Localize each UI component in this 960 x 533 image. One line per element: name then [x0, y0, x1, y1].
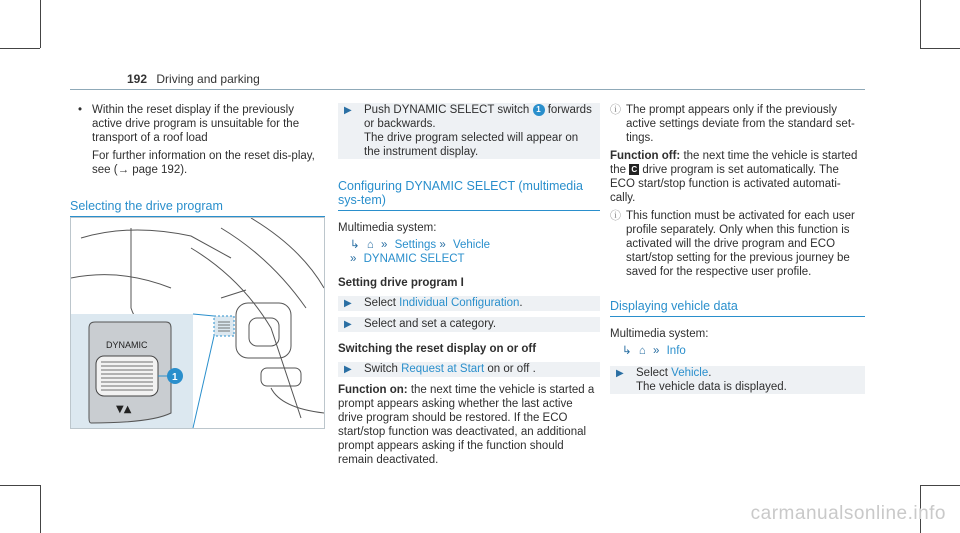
note-text: The prompt appears only if the previously active settings deviate from the standard set‐tings.: [626, 104, 855, 144]
crop-mark: [920, 0, 921, 48]
step-select-config: [338, 296, 600, 311]
step-text: Select: [636, 367, 668, 379]
column-right: [610, 103, 865, 394]
crop-mark: [40, 485, 41, 533]
function-on-label: Function on:: [338, 384, 408, 396]
subtitle-reset-display: Switching the reset display on or off: [338, 343, 537, 355]
console-drawing: [71, 218, 324, 428]
note-prompt: [610, 103, 865, 145]
chapter-title: Driving and parking: [156, 72, 260, 86]
step-result: The vehicle data is displayed.: [636, 381, 787, 393]
step-select-vehicle: [610, 366, 865, 394]
multimedia-label: Multimedia system:: [338, 222, 437, 234]
multimedia-label: Multimedia system:: [610, 328, 709, 340]
path-item-info[interactable]: Info: [666, 345, 686, 357]
function-off-text: drive program is set automatically. The ECO start/stop function is activated automati‐cally.: [610, 164, 841, 204]
callout-1: 1: [172, 372, 178, 383]
step-arrow-icon: ▶: [344, 319, 352, 330]
comfort-mode-icon: C: [629, 164, 639, 175]
step-result: The drive program selected will appear on the instrument display.: [364, 132, 579, 158]
bullet-text: Within the reset display if the previously active drive program is unsuitable for the transport of a roof load: [92, 104, 300, 144]
menu-path: [622, 344, 865, 358]
path-arrow-icon: ↳: [350, 239, 360, 251]
step-text: .: [708, 367, 712, 379]
page-header: [127, 72, 260, 86]
column-left: [70, 103, 325, 227]
bullet-icon: •: [78, 104, 83, 116]
function-on-text: the next time the vehicle is started a prompt appears asking whether the last active drive program should be restored. If the ECO start/stop function was deactivated, an additional prompt appears asking if the function should remain deactivated.: [338, 384, 595, 466]
home-icon: ⌂: [638, 345, 646, 357]
step-arrow-icon: ▶: [344, 298, 352, 309]
step-arrow-icon: ▶: [344, 105, 352, 116]
step-push-switch: [338, 103, 600, 159]
crop-mark: [920, 485, 960, 486]
link-vehicle[interactable]: Vehicle: [671, 367, 709, 379]
function-on-paragraph: [338, 383, 600, 467]
bullet-followup: For further information on the reset dis‐play, see (→ page 192).: [92, 150, 315, 176]
path-item-dynamic-select[interactable]: DYNAMIC SELECT: [363, 253, 465, 265]
crop-mark: [0, 485, 40, 486]
bullet-item: [70, 103, 325, 177]
console-illustration: [70, 217, 325, 429]
crop-mark: [40, 0, 41, 48]
link-individual-configuration[interactable]: Individual Configuration: [399, 297, 520, 309]
subtitle-setting-drive-program: Setting drive program I: [338, 277, 464, 289]
step-switch-request: [338, 362, 600, 377]
info-icon: ⓘ: [610, 210, 621, 222]
crop-mark: [920, 48, 960, 49]
step-arrow-icon: ▶: [616, 368, 624, 379]
home-icon: ⌂: [366, 239, 374, 251]
menu-path-cont: [350, 252, 600, 266]
crop-mark: [0, 48, 40, 49]
step-select-category: [338, 317, 600, 332]
note-user-profile: [610, 209, 865, 279]
header-rule: [70, 89, 865, 90]
arrows-glyph: ▼▲: [116, 404, 132, 415]
path-arrow-icon: ↳: [622, 345, 632, 357]
dynamic-label: DYNAMIC: [106, 340, 148, 350]
function-off-label: Function off:: [610, 150, 681, 162]
callout-badge: 1: [533, 104, 545, 116]
chevron-icon: »: [350, 253, 357, 265]
function-off-paragraph: [610, 149, 865, 205]
path-item-settings[interactable]: Settings: [394, 239, 437, 251]
function-off-text: the next time the vehicle is started the: [610, 150, 858, 176]
path-item-vehicle[interactable]: Vehicle: [452, 239, 491, 251]
link-request-at-start[interactable]: Request at Start: [401, 363, 485, 375]
step-arrow-icon: ▶: [344, 364, 352, 375]
menu-path: [350, 238, 600, 252]
chevron-icon: »: [381, 239, 388, 251]
section-title-configuring: Configuring DYNAMIC SELECT (multimedia sys‐tem): [338, 179, 600, 211]
step-text: Push DYNAMIC SELECT switch: [364, 104, 530, 116]
step-text: Select and set a category.: [364, 318, 497, 330]
chevron-icon: »: [439, 239, 446, 251]
column-middle: [338, 103, 600, 467]
step-text: forwards or backwards.: [364, 104, 592, 130]
info-icon: ⓘ: [610, 104, 621, 116]
section-title-vehicle-data: Displaying vehicle data: [610, 299, 865, 317]
step-text: on or off .: [487, 363, 536, 375]
watermark: carmanualsonline.info: [750, 503, 946, 524]
step-text: Switch: [364, 363, 398, 375]
step-text: .: [519, 297, 523, 309]
section-title-selecting: Selecting the drive program: [70, 199, 325, 217]
step-text: Select: [364, 297, 396, 309]
page-number: 192: [127, 72, 148, 86]
note-text: This function must be activated for each user profile separately. Only when this function is activated will the drive program and ECO start/stop setting for the previous journey be saved for the respective user profile.: [626, 210, 855, 278]
chevron-icon: »: [653, 345, 660, 357]
